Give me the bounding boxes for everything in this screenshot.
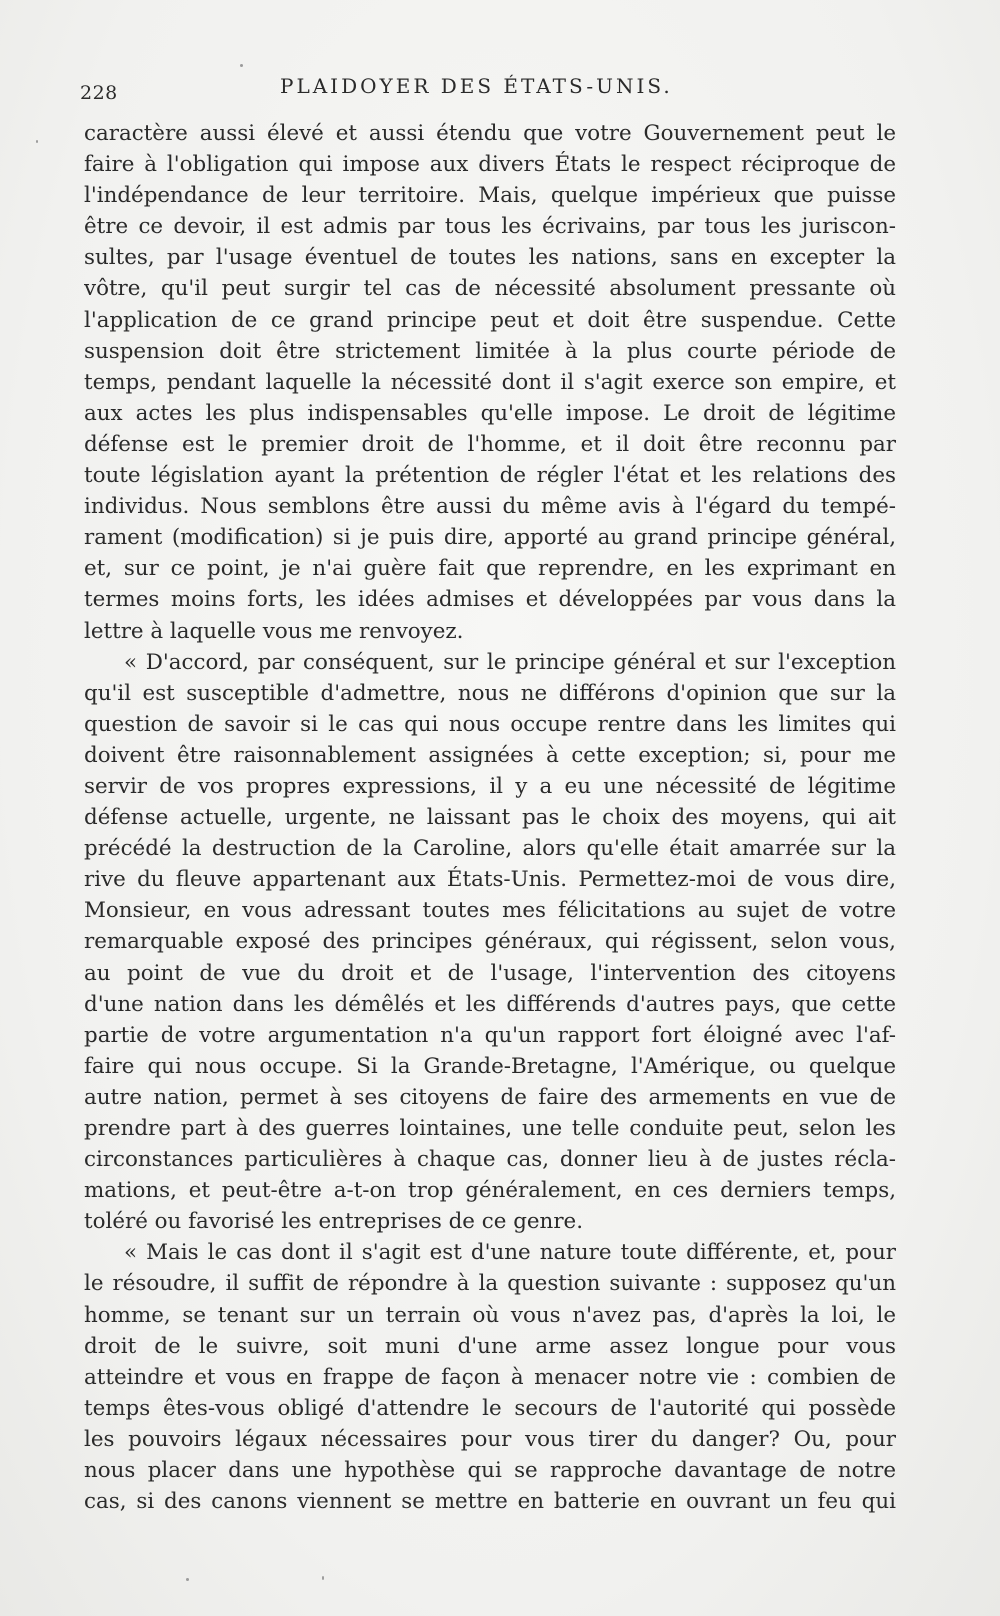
text-line: circonstances particulières à chaque cas, donner lieu à de justes récla-: [84, 1147, 896, 1173]
text-line: faire à l'obligation qui impose aux divers États le respect réciproque de: [84, 152, 896, 178]
body-text: [84, 118, 896, 1517]
text-line: lettre à laquelle vous me renvoyez.: [84, 618, 464, 644]
text-line: « D'accord, par conséquent, sur le principe général et sur l'exception: [124, 649, 896, 675]
text-line: doivent être raisonnablement assignées à cette exception; si, pour me: [84, 742, 896, 768]
text-line: remarquable exposé des principes généraux, qui régissent, selon vous,: [84, 929, 896, 955]
running-title: PLAIDOYER DES ÉTATS-UNIS.: [280, 74, 673, 98]
text-line: atteindre et vous en frappe de façon à menacer notre vie : combien de: [84, 1364, 896, 1390]
text-line: homme, se tenant sur un terrain où vous n'avez pas, d'après la loi, le: [84, 1302, 896, 1328]
text-line: nous placer dans une hypothèse qui se rapproche davantage de notre: [84, 1458, 896, 1484]
text-line: Monsieur, en vous adressant toutes mes félicitations au sujet de votre: [84, 898, 896, 924]
scan-speck: [322, 1576, 324, 1580]
text-line: temps, pendant laquelle la nécessité dont il s'agit exerce son empire, et: [84, 369, 896, 395]
text-line: autre nation, permet à ses citoyens de faire des armements en vue de: [84, 1084, 896, 1110]
text-line: caractère aussi élevé et aussi étendu que votre Gouvernement peut le: [84, 121, 896, 146]
text-line: au point de vue du droit et de l'usage, l'intervention des citoyens: [84, 960, 896, 986]
text-line: être ce devoir, il est admis par tous les écrivains, par tous les juriscon-: [84, 214, 896, 240]
text-line: droit de le suivre, soit muni d'une arme assez longue pour vous: [84, 1333, 896, 1359]
text-line: le résoudre, il suffit de répondre à la question suivante : supposez qu'un: [84, 1271, 896, 1297]
text-line: termes moins forts, les idées admises et développées par vous dans la: [84, 587, 896, 613]
text-line: aux actes les plus indispensables qu'elle impose. Le droit de légitime: [84, 400, 896, 426]
text-line: vôtre, qu'il peut surgir tel cas de nécessité absolument pressante où: [84, 276, 896, 302]
text-line: défense est le premier droit de l'homme, et il doit être reconnu par: [84, 431, 896, 457]
text-line: prendre part à des guerres lointaines, une telle conduite peut, selon les: [84, 1116, 896, 1141]
text-line: rament (modification) si je puis dire, apporté au grand principe général,: [84, 525, 896, 551]
page-number: 228: [80, 82, 118, 104]
text-line: sultes, par l'usage éventuel de toutes les nations, sans en excepter la: [84, 245, 896, 271]
text-line: suspension doit être strictement limitée à la plus courte période de: [84, 338, 896, 364]
text-line: et, sur ce point, je n'ai guère fait que reprendre, en les exprimant en: [84, 556, 896, 582]
text-line: d'une nation dans les démêlés et les différends d'autres pays, que cette: [84, 991, 896, 1017]
text-line: toute législation ayant la prétention de régler l'état et les relations des: [84, 463, 896, 489]
text-line: temps êtes-vous obligé d'attendre le secours de l'autorité qui possède: [84, 1395, 896, 1421]
text-line: mations, et peut-être a-t-on trop généralement, en ces derniers temps,: [84, 1178, 896, 1204]
text-line: partie de votre argumentation n'a qu'un rapport fort éloigné avec l'af-: [84, 1022, 896, 1048]
text-line: cas, si des canons viennent se mettre en batterie en ouvrant un feu qui: [84, 1489, 896, 1515]
text-line: l'indépendance de leur territoire. Mais, quelque impérieux que puisse: [84, 183, 896, 209]
text-line: « Mais le cas dont il s'agit est d'une nature toute différente, et, pour: [124, 1240, 896, 1266]
text-line: précédé la destruction de la Caroline, alors qu'elle était amarrée sur la: [84, 836, 896, 862]
text-line: question de savoir si le cas qui nous occupe rentre dans les limites qui: [84, 711, 896, 737]
text-line: individus. Nous semblons être aussi du même avis à l'égard du tempé-: [84, 494, 896, 520]
text-line: servir de vos propres expressions, il y a eu une nécessité de légitime: [84, 773, 896, 799]
text-line: qu'il est susceptible d'admettre, nous ne différons d'opinion que sur la: [84, 680, 896, 706]
scan-speck: [240, 64, 243, 67]
text-line: défense actuelle, urgente, ne laissant pas le choix des moyens, qui ait: [84, 805, 896, 831]
scan-speck: [186, 1578, 189, 1581]
text-line: rive du fleuve appartenant aux États-Unis. Permettez-moi de vous dire,: [84, 867, 896, 893]
scan-speck: [36, 140, 38, 143]
text-line: l'application de ce grand principe peut et doit être suspendue. Cette: [84, 307, 896, 333]
running-head: [80, 74, 900, 114]
text-line: faire qui nous occupe. Si la Grande-Bretagne, l'Amérique, ou quelque: [84, 1053, 896, 1079]
text-line: les pouvoirs légaux nécessaires pour vous tirer du danger? Ou, pour: [84, 1426, 896, 1452]
text-line: toléré ou favorisé les entreprises de ce genre.: [84, 1209, 584, 1235]
